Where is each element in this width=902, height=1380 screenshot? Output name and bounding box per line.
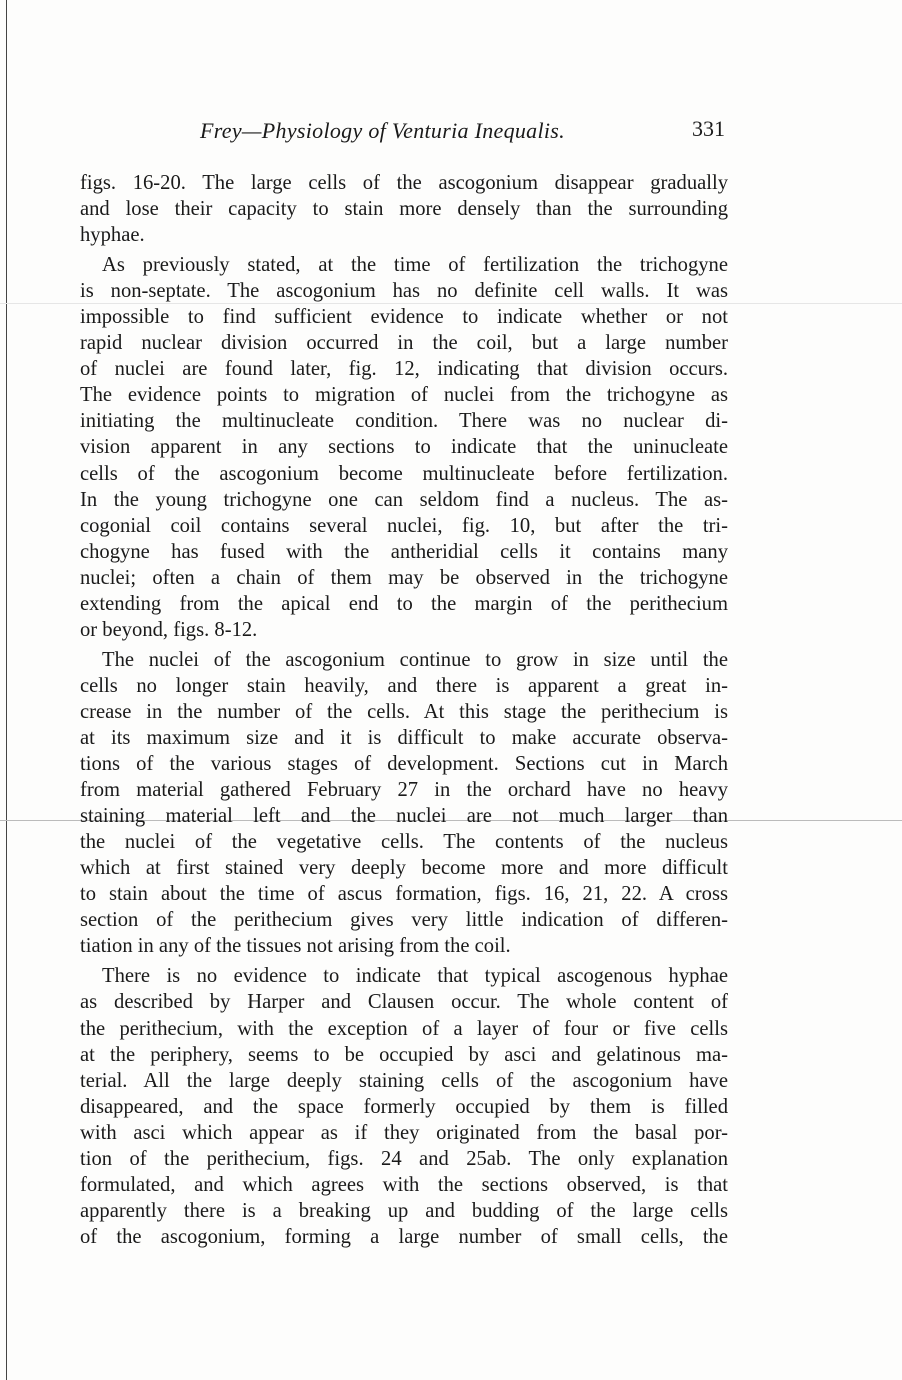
text-line: of the ascogonium, forming a large number of small cells, the — [80, 1225, 728, 1248]
body-text — [80, 170, 728, 1254]
text-line: impossible to find sufficient evidence to indicate whether or not — [80, 306, 728, 329]
text-line: as described by Harper and Clausen occur. The whole content of — [80, 991, 728, 1014]
text-line: tiation in any of the tissues not arising from the coil. — [80, 935, 511, 958]
paragraph-3 — [80, 647, 728, 960]
text-line: terial. All the large deeply staining cells of the ascogonium have — [80, 1069, 728, 1092]
text-line: formulated, and which agrees with the sections observed, is that — [80, 1173, 728, 1196]
text-line: of nuclei are found later, fig. 12, indicating that division occurs. — [80, 358, 728, 381]
text-line: or beyond, figs. 8-12. — [80, 618, 258, 641]
text-line: section of the perithecium gives very little indication of differen- — [80, 909, 728, 932]
paragraph-4 — [80, 963, 728, 1250]
text-line: extending from the apical end to the margin of the perithecium — [80, 592, 728, 615]
text-line: The nuclei of the ascogonium continue to grow in size until the — [102, 648, 728, 671]
text-line: In the young trichogyne one can seldom find a nucleus. The as- — [80, 488, 728, 511]
text-line: The evidence points to migration of nuclei from the trichogyne as — [80, 384, 728, 407]
text-line: cells no longer stain heavily, and there is apparent a great in- — [80, 674, 728, 697]
text-line: disappeared, and the space formerly occupied by them is filled — [80, 1095, 728, 1118]
text-line: to stain about the time of ascus formation, figs. 16, 21, 22. A cross — [80, 883, 728, 906]
text-line: apparently there is a breaking up and budding of the large cells — [80, 1199, 728, 1222]
text-line: and lose their capacity to stain more densely than the surrounding — [80, 198, 728, 221]
running-title: Frey—Physiology of Venturia Inequalis. — [200, 118, 565, 143]
text-line: from material gathered February 27 in the orchard have no heavy — [80, 779, 728, 802]
running-head — [80, 112, 725, 146]
text-line: staining material left and the nuclei are not much larger than — [80, 805, 728, 828]
text-line: is non-septate. The ascogonium has no definite cell walls. It was — [80, 280, 728, 303]
paragraph-1 — [80, 170, 728, 248]
text-line: hyphae. — [80, 224, 145, 247]
text-line: the nuclei of the vegetative cells. The contents of the nucleus — [80, 831, 728, 854]
text-line: As previously stated, at the time of fertilization the trichogyne — [102, 254, 728, 277]
text-line: vision apparent in any sections to indicate that the uninucleate — [80, 436, 728, 459]
text-line: the perithecium, with the exception of a layer of four or five cells — [80, 1017, 728, 1040]
text-line: which at first stained very deeply become more and more difficult — [80, 857, 728, 880]
text-line: crease in the number of the cells. At this stage the perithecium is — [80, 700, 728, 723]
text-line: initiating the multinucleate condition. There was no nuclear di- — [80, 410, 728, 433]
paragraph-2 — [80, 252, 728, 643]
text-line: cogonial coil contains several nuclei, fig. 10, but after the tri- — [80, 514, 728, 537]
text-line: at the periphery, seems to be occupied by asci and gelatinous ma- — [80, 1043, 728, 1066]
text-line: nuclei; often a chain of them may be observed in the trichogyne — [80, 566, 728, 589]
text-line: at its maximum size and it is difficult to make accurate observa- — [80, 726, 728, 749]
text-line: tion of the perithecium, figs. 24 and 25ab. The only explanation — [80, 1147, 728, 1170]
page-number: 331 — [692, 116, 725, 141]
text-line: tions of the various stages of development. Sections cut in March — [80, 753, 728, 776]
text-line: with asci which appear as if they originated from the basal por- — [80, 1121, 728, 1144]
text-line: There is no evidence to indicate that typical ascogenous hyphae — [102, 965, 728, 988]
text-line: rapid nuclear division occurred in the coil, but a large number — [80, 332, 728, 355]
text-line: figs. 16-20. The large cells of the ascogonium disappear gradually — [80, 172, 728, 194]
scan-edge-line — [6, 0, 7, 1380]
text-line: cells of the ascogonium become multinucleate before fertilization. — [80, 462, 728, 485]
text-line: chogyne has fused with the antheridial cells it contains many — [80, 540, 728, 563]
